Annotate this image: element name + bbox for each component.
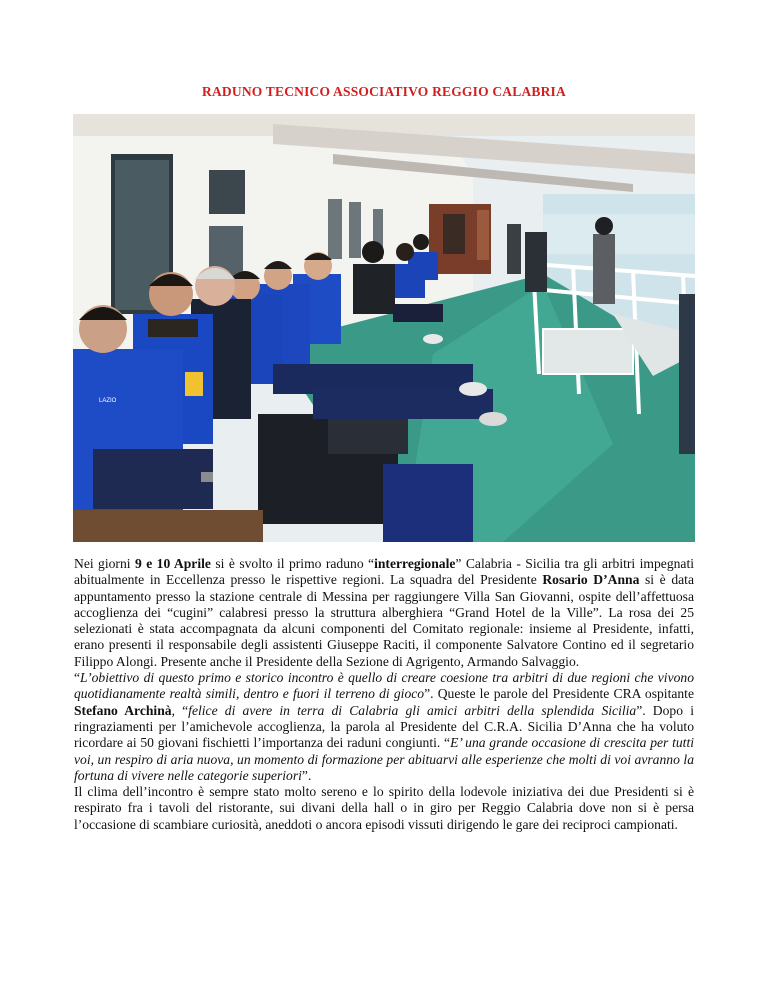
badge-text: LAZIO [99,398,117,404]
paragraph-1: Nei giorni 9 e 10 Aprile si è svolto il primo raduno “interregionale” Calabria - Sicilia tra gli arbitri impegnati abitualmente in Eccellenza presso le rispettive regioni. La squadra del Presidente Rosario D’Anna si è data appuntamento presso la stazione centrale di Messina per raggiungere Villa San Giovanni, ospite dell’affettuosa accoglienza dei “cugini” calabresi presso la struttura alberghiera “Grand Hotel de la Ville”. La rosa dei 25 selezionati è stata accompagnata da alcuni componenti del Comitato regionale: insieme al Presidente, infatti, erano presenti il responsabile degli assistenti Giuseppe Raciti, il componente Salvatore Contino ed il segretario Filippo Alongi. Presente anche il Presidente della Sezione di Agrigento, Armando Salvaggio. [74,556,694,669]
paragraph-2: “L’obiettivo di questo primo e storico incontro è quello di creare coesione tra arbitri di due regioni che vivono quotidianamente realtà simili, dentro e fuori il terreno di gioco”. Queste le parole del Presidente CRA ospitante Stefano Archinà, “felice di avere in terra di Calabria gli amici arbitri della splendida Sicilia”. Dopo i ringraziamenti per l’amichevole accoglienza, la parola al Presidente del C.R.A. Sicilia D’Anna che ha voluto ricordare ai 50 giovani fischietti l’importanza dei raduni congiunti. “E’ una grande occasione di crescita per tutti voi, un respiro di aria nuova, un momento di formazione per abituarvi alle esperienze che molti di voi avranno la fortuna di vivere nelle categorie superiori”. [74,670,694,783]
paragraph-3: Il clima dell’incontro è sempre stato molto sereno e lo spirito della lodevole iniziativa dei due Presidenti si è respirato fra i tavoli del ristorante, sui divani della hall o in giro per Reggio Calabria dove non si è persa l’occasione di scambiare curiosità, aneddoti o ancora episodi vissuti dirigendo le gare dei reciproci campionati. [74,784,694,832]
group-photo [73,114,695,542]
article-body [74,556,694,833]
page-title: RADUNO TECNICO ASSOCIATIVO REGGIO CALABRIA [202,84,566,99]
